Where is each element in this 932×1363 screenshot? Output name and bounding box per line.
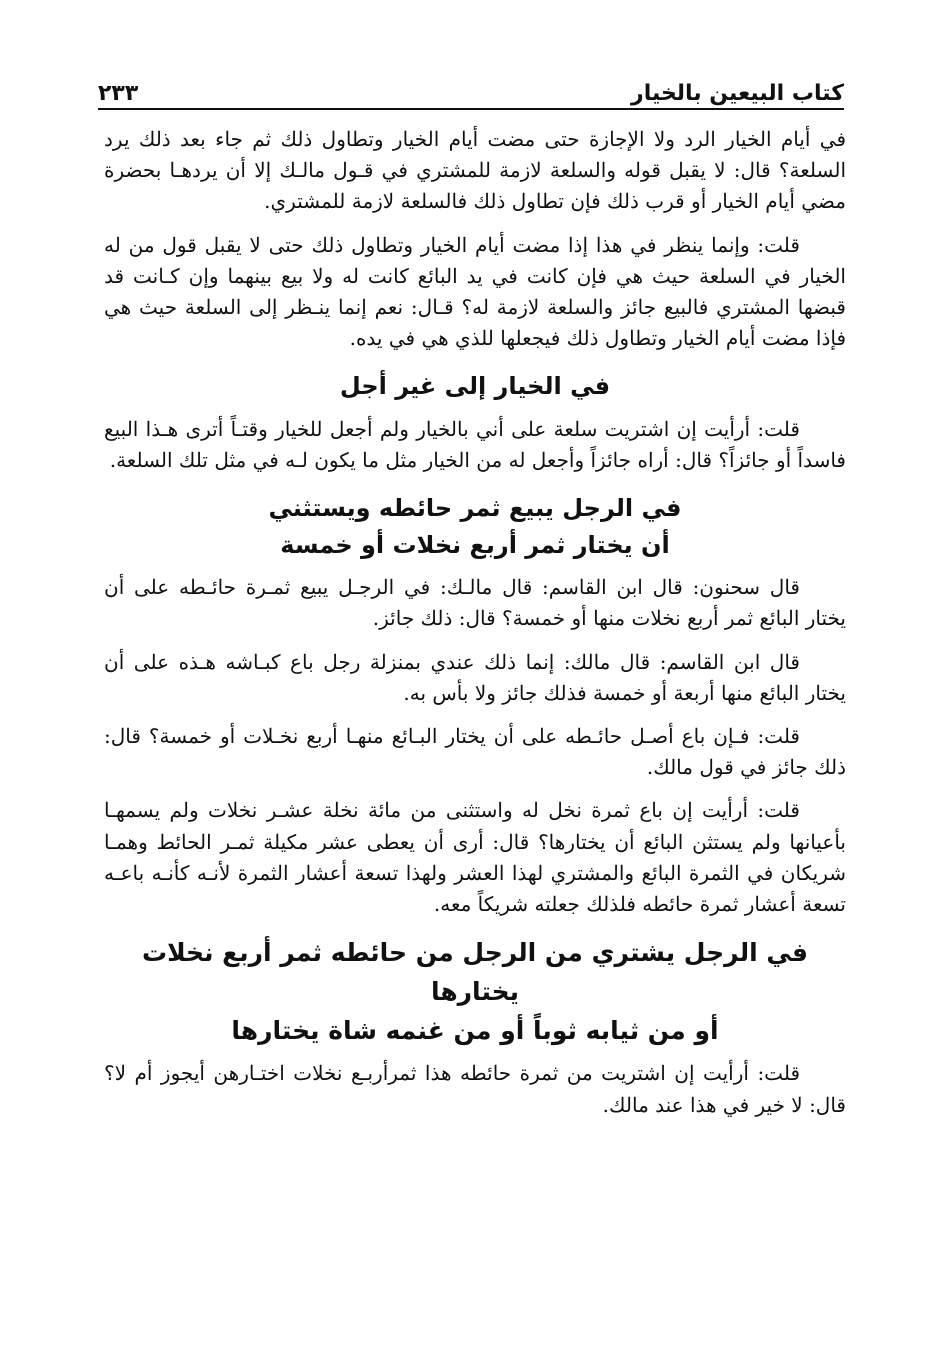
section-heading-3-line-2: أو من ثيابه ثوباً أو من غنمه شاة يختارها (231, 1015, 719, 1045)
section-heading-1-text: في الخيار إلى غير أجل (339, 372, 611, 401)
book-title: كتاب البيعين بالخيار (631, 81, 844, 106)
paragraph-4: قال سحنون: قال ابن القاسم: قال مالـك: في الرجـل يبيع ثمـرة حائـطه على أن يختار البائع ثمر أربع نخلات منها أو خمسة؟ قال: ذلك جائز. (104, 575, 846, 631)
paragraph-7: قلت: أرأيت إن باع ثمرة نخل له واستثنى من مائة نخلة عشـر نخلات ولم يسمهـا بأعيانها ولم يستثن البائع أن يختارها؟ قال: أرى أن يعطى عشر مكيلة ثمـر الحائط وهمـا شريكان في الثمرة البائع والمشتري لهذا العشر ولهذا تسعة أعشار الثمرة لأنـه كأنـه باعـه تسعة أعشار ثمرة حائطه فلذلك جعلته شريكاً معه. (104, 798, 846, 916)
header-divider (98, 108, 844, 110)
page-number: ٢٣٣ (98, 81, 139, 106)
paragraph-2: قلت: وإنما ينظر في هذا إذا مضت أيام الخيار وتطاول ذلك حتى لا يقبل قول من له الخيار في السلعة حيث هي فإن كانت في يد البائع كانت له ولا بيع بينهما وإن كـانت قد قبضها المشتري فالبيع جائز والسلعة لازمة له؟ قـال: نعم إنما ينـظر إلى السلعة حيث هي فإذا مضت أيام الخيار وتطاول ذلك فيجعلها للذي هي في يده. (104, 232, 846, 351)
paragraph-5: قال ابن القاسم: قال مالك: إنما ذلك عندي بمنزلة رجل باع كبـاشه هـذه على أن يختار البائع منها أربعة أو خمسة فذلك جائز ولا بأس به. (104, 649, 846, 705)
page-body (104, 124, 846, 1133)
section-heading-2 (104, 490, 846, 564)
section-heading-2-line-1: في الرجل يبيع ثمر حائطه ويستثني (268, 493, 682, 522)
paragraph-8: قلت: أرأيت إن اشتريت من ثمرة حائطه هذا ثمرأربـع نخلات اختـارهن أيجوز أم لا؟ قال: لا خير في هذا عند مالك. (104, 1061, 846, 1117)
paragraph-1: في أيام الخيار الرد ولا الإجازة حتى مضت أيام الخيار وتطاول ذلك ثم جاء بعد ذلك يرد السلعة؟ قال: لا يقبل قوله والسلعة لازمة للمشتري في قـول مالـك إلا أن يردهـا بحضرة مضي أيام الخيار أو قرب ذلك فإن تطاول ذلك فالسلعة لازمة للمشتري. (104, 127, 846, 214)
section-heading-3 (104, 934, 846, 1050)
paragraph-3: قلت: أرأيت إن اشتريت سلعة على أني بالخيار ولم أجعل للخيار وقتـاً أترى هـذا البيع فاسداً أو جائزاً؟ قال: أراه جائزاً وأجعل له من الخيار مثل ما يكون لـه في مثل تلك السلعة. (104, 416, 846, 472)
paragraph-6: قلت: فـإن باع أصـل حائـطه على أن يختار البـائع منهـا أربع نخـلات أو خمسة؟ قال: ذلك جائز في قول مالك. (104, 724, 846, 780)
section-heading-1 (104, 368, 846, 405)
section-heading-3-line-1: في الرجل يشتري من الرجل من حائطه ثمر أربع نخلات يختارها (141, 938, 809, 1006)
section-heading-2-line-2: أن يختار ثمر أربع نخلات أو خمسة (280, 531, 670, 560)
running-header (98, 66, 844, 106)
